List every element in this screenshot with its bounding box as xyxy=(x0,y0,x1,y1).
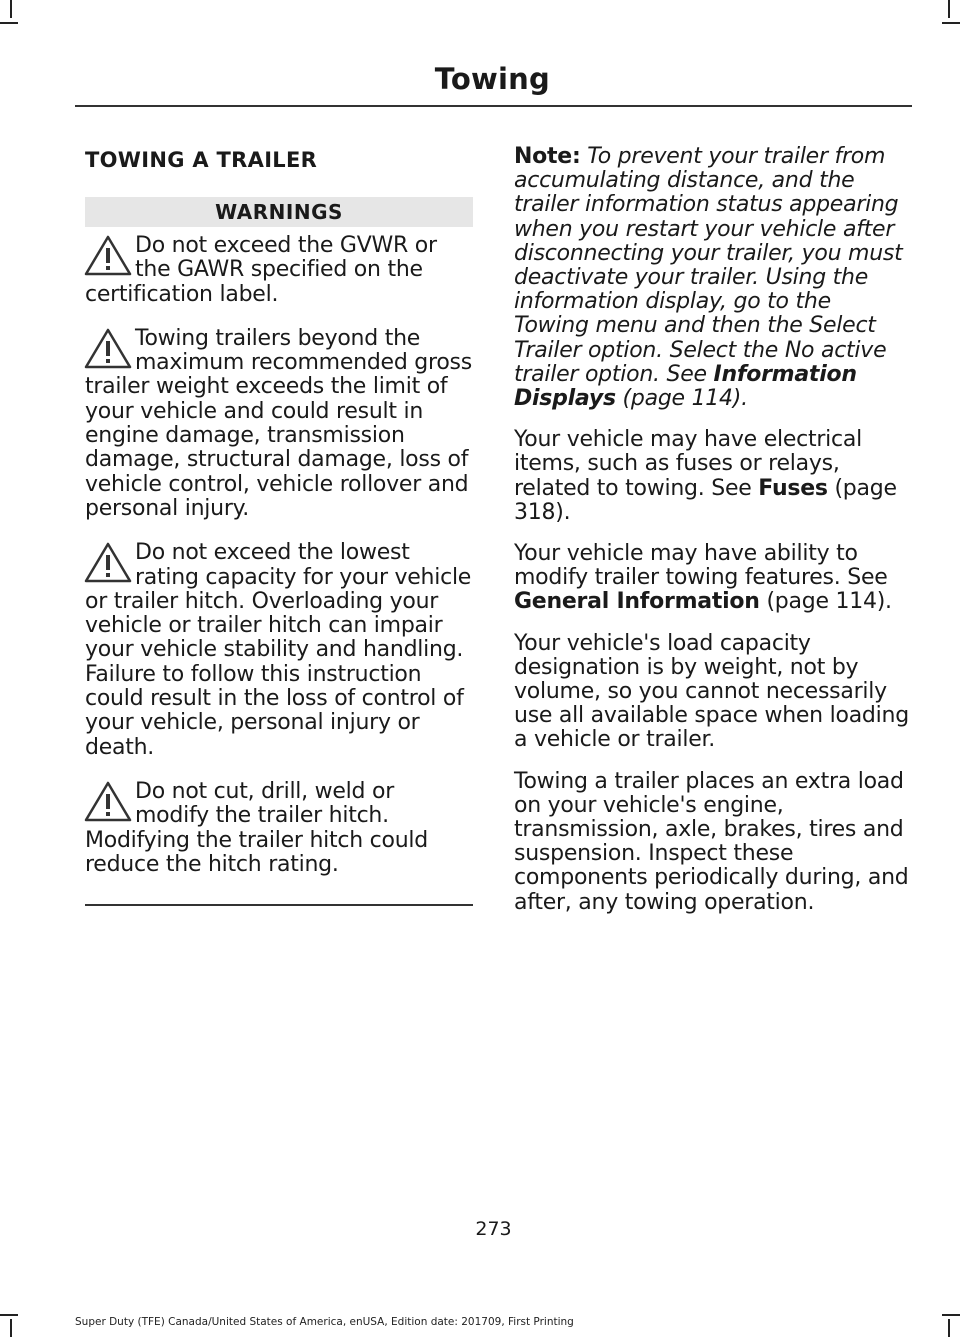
warning-text: Do not exceed the lowest rating capacity for your vehicle or trailer hitch. Overloading your vehicle or trailer hitch can impair your vehicle stability and handling. Failure to follow this instruction could result in the loss of control of your vehicle, personal injury or death. xyxy=(85,540,472,760)
crop-mark xyxy=(948,1319,950,1337)
crop-mark xyxy=(0,1314,18,1316)
warning-text: Do not exceed the GVWR or the GAWR specified on the certification label. xyxy=(85,233,437,307)
crop-mark xyxy=(942,1314,960,1316)
paragraph-text: Your vehicle may have electrical items, such as fuses or relays, related to towing. See xyxy=(514,427,862,501)
right-column xyxy=(514,145,912,932)
warning-text: Do not cut, drill, weld or modify the trailer hitch. Modifying the trailer hitch could reduce the hitch rating. xyxy=(85,778,428,877)
warning-item xyxy=(85,541,473,760)
paragraph-text: Your vehicle may have ability to modify trailer towing features. See xyxy=(514,541,888,591)
page-reference: (page 114). xyxy=(759,589,892,615)
note-paragraph xyxy=(514,145,912,411)
warning-triangle-icon xyxy=(83,234,135,280)
page-header-title: Towing xyxy=(434,62,550,96)
cross-reference-link[interactable]: General Information xyxy=(514,589,760,615)
note-text: To prevent your trailer from accumulating distance, and the trailer information status appearing when you restart your vehicle after disconnecting your trailer, you must deactivate your trailer. Using the information display, go to the Towing menu and then the Select Trailer option. Select the No active trailer option. See xyxy=(514,144,903,387)
warning-item xyxy=(85,234,473,307)
page-reference: (page 114). xyxy=(615,386,748,412)
warning-item xyxy=(85,327,473,521)
body-paragraph: Your vehicle's load capacity designation is by weight, not by volume, so you cannot necessarily use all available space when loading a vehicle or trailer. xyxy=(514,630,909,753)
warning-triangle-icon xyxy=(83,780,135,826)
warning-text: Towing trailers beyond the maximum recommended gross trailer weight exceeds the limit of your vehicle and could result in engine damage, transmission damage, structural damage, loss of vehicle control, vehicle rollover and personal injury. xyxy=(85,325,472,521)
crop-mark xyxy=(948,0,950,18)
header-divider xyxy=(75,105,912,107)
page-reference: (page 318). xyxy=(514,475,897,525)
crop-mark xyxy=(942,22,960,24)
section-heading: TOWING A TRAILER xyxy=(85,148,318,172)
cross-reference-link[interactable]: Fuses xyxy=(758,475,828,501)
warning-item xyxy=(85,780,473,877)
crop-mark xyxy=(0,22,18,24)
crop-mark xyxy=(10,1319,12,1337)
crop-mark xyxy=(10,0,12,18)
page-number: 273 xyxy=(475,1218,512,1240)
warnings-banner: WARNINGS xyxy=(85,197,473,227)
cross-reference-link[interactable]: Information Displays xyxy=(514,361,857,412)
left-column xyxy=(85,145,473,906)
warning-triangle-icon xyxy=(83,327,135,373)
body-paragraph xyxy=(514,542,912,615)
note-label: Note: xyxy=(514,144,581,169)
footer-edition-text: Super Duty (TFE) Canada/United States of America, enUSA, Edition date: 201709, First Printing xyxy=(75,1316,574,1328)
body-paragraph: Towing a trailer places an extra load on your vehicle's engine, transmission, axle, brakes, tires and suspension. Inspect these components periodically during, and after, any towing operation. xyxy=(514,768,909,915)
warnings-end-divider xyxy=(85,904,473,906)
body-paragraph xyxy=(514,428,912,525)
warning-triangle-icon xyxy=(83,541,135,587)
